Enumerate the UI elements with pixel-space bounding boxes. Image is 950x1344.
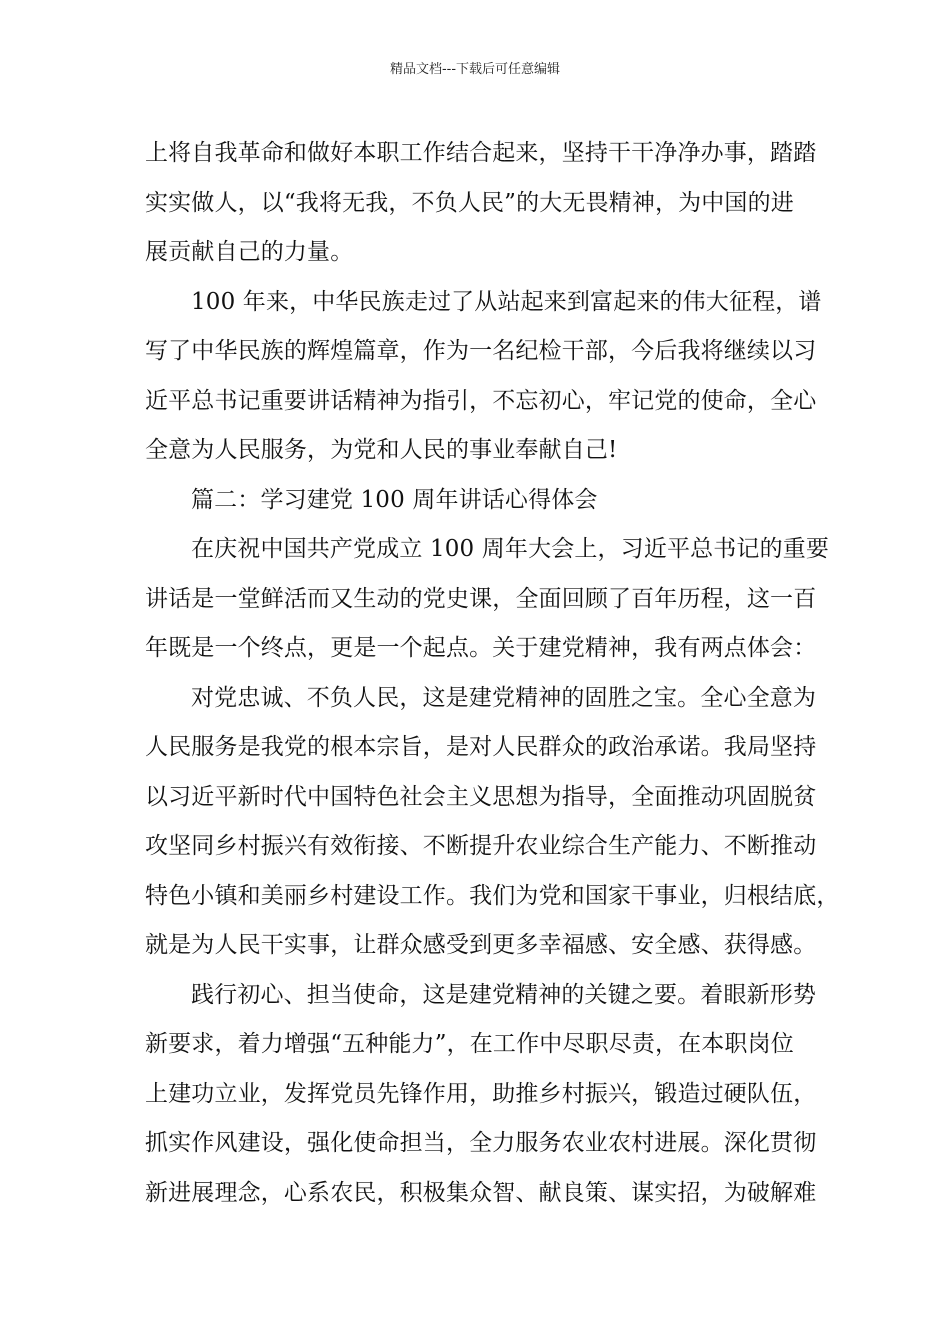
text-line: 新要求，着力增强“五种能力”，在工作中尽职尽责，在本职岗位 bbox=[145, 1031, 794, 1057]
text-line: 讲话是一堂鲜活而又生动的党史课，全面回顾了百年历程，这一百 bbox=[145, 585, 817, 612]
text-line: 新进展理念，心系农民，积极集众智、献良策、谋实招，为破解难 bbox=[145, 1179, 817, 1206]
text-line: 年既是一个终点，更是一个起点。关于建党精神，我有两点体会： bbox=[145, 635, 817, 661]
text-line: 实实做人，以“我将无我，不负人民”的大无畏精神，为中国的进 bbox=[145, 189, 794, 216]
paragraph-start-line: 在庆祝中国共产党成立 100 周年大会上，习近平总书记的重要 bbox=[191, 536, 830, 562]
paragraph-start-line: 100 年来，中华民族走过了从站起来到富起来的伟大征程，谱 bbox=[191, 288, 822, 315]
text-line: 人民服务是我党的根本宗旨，是对人民群众的政治承诺。我局坚持 bbox=[145, 734, 817, 760]
section-heading: 篇二：学习建党 100 周年讲话心得体会 bbox=[191, 486, 598, 513]
page-header: 精品文档---下载后可任意编辑 bbox=[389, 62, 561, 77]
text-line: 上建功立业，发挥党员先锋作用，助推乡村振兴，锻造过硬队伍， bbox=[145, 1080, 817, 1107]
text-line: 展贡献自己的力量。 bbox=[145, 239, 354, 265]
text-line: 抓实作风建设，强化使命担当，全力服务农业农村进展。深化贯彻 bbox=[145, 1130, 817, 1156]
document-body bbox=[145, 129, 840, 1218]
text-line: 上将自我革命和做好本职工作结合起来，坚持干干净净办事，踏踏 bbox=[145, 140, 817, 166]
text-line: 以习近平新时代中国特色社会主义思想为指导，全面推动巩固脱贫 bbox=[145, 783, 817, 810]
text-line: 特色小镇和美丽乡村建设工作。我们为党和国家干事业，归根结底， bbox=[145, 882, 840, 909]
text-line: 攻坚同乡村振兴有效衔接、不断提升农业综合生产能力、不断推动 bbox=[145, 833, 817, 859]
paragraph-start-line: 对党忠诚、不负人民，这是建党精神的固胜之宝。全心全意为 bbox=[191, 684, 817, 711]
text-line: 全意为人民服务，为党和人民的事业奉献自己! bbox=[145, 437, 618, 463]
paragraph-start-line: 践行初心、担当使命，这是建党精神的关键之要。着眼新形势 bbox=[191, 981, 817, 1008]
text-line: 近平总书记重要讲话精神为指引，不忘初心，牢记党的使命，全心 bbox=[145, 387, 817, 414]
text-line: 写了中华民族的辉煌篇章，作为一名纪检干部，今后我将继续以习 bbox=[145, 338, 817, 364]
text-line: 就是为人民干实事，让群众感受到更多幸福感、安全感、获得感。 bbox=[145, 932, 817, 958]
